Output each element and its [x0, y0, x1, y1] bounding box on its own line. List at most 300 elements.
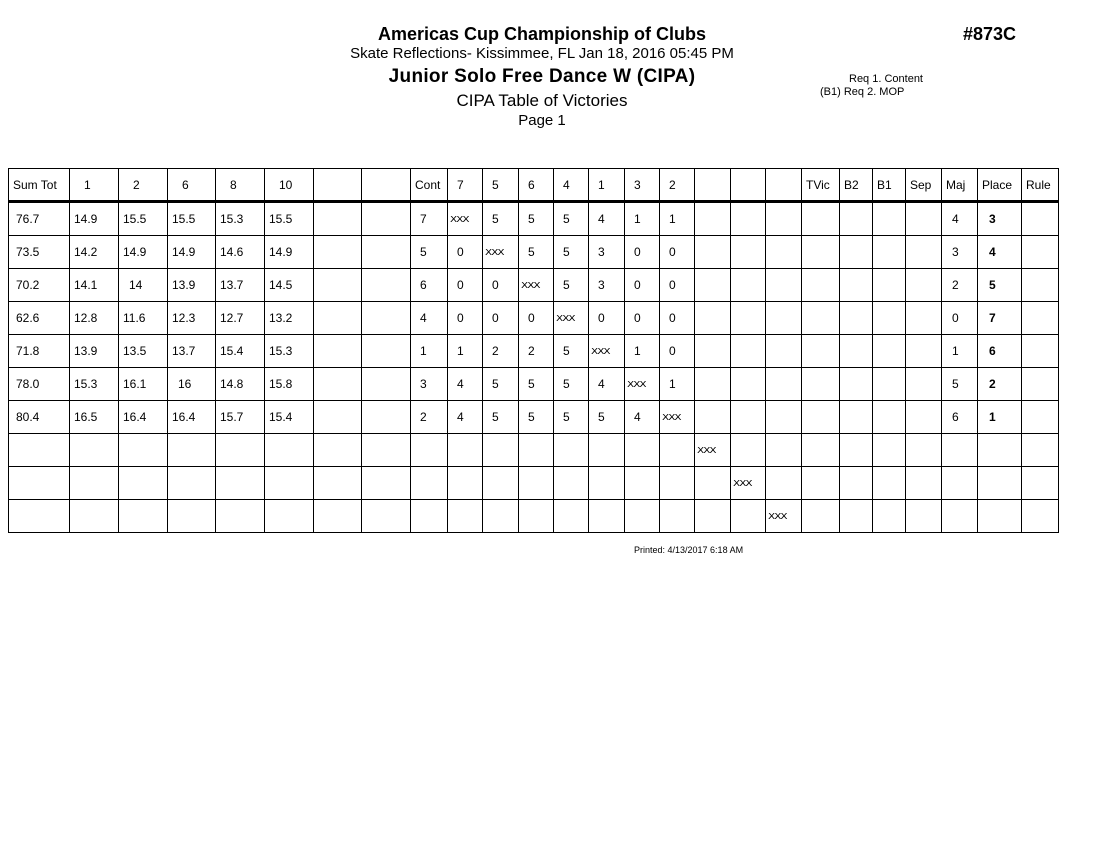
table-cell: [802, 467, 840, 500]
table-cell: [70, 467, 119, 500]
table-cell: [168, 500, 216, 533]
table-cell: 13.5: [119, 335, 168, 368]
table-cell: 5: [942, 368, 978, 401]
table-cell: [1022, 434, 1059, 467]
table-cell: 16.4: [168, 401, 216, 434]
place-cell: [978, 467, 1022, 500]
table-cell: 13.9: [168, 269, 216, 302]
table-cell: [1022, 269, 1059, 302]
table-cell: [906, 434, 942, 467]
column-header: 2: [660, 169, 695, 202]
table-cell: [695, 335, 731, 368]
sum-total-cell: 80.4: [9, 401, 70, 434]
table-cell: 1: [411, 335, 448, 368]
table-cell: [906, 302, 942, 335]
table-cell: [554, 434, 589, 467]
competition-title: Americas Cup Championship of Clubs: [377, 24, 707, 44]
column-header: [766, 169, 802, 202]
table-cell: 4: [589, 202, 625, 236]
table-cell: 0: [660, 335, 695, 368]
table-cell: [660, 467, 695, 500]
self-comparison-cell: [483, 236, 519, 269]
table-cell: 0: [589, 302, 625, 335]
table-cell: [942, 434, 978, 467]
sum-total-cell: 76.7: [9, 202, 70, 236]
table-cell: 6: [411, 269, 448, 302]
table-cell: [840, 434, 873, 467]
table-cell: [448, 467, 483, 500]
table-cell: 15.5: [265, 202, 314, 236]
sum-total-cell: 70.2: [9, 269, 70, 302]
table-cell: 5: [411, 236, 448, 269]
table-cell: [625, 467, 660, 500]
table-cell: [362, 269, 411, 302]
table-cell: 15.3: [265, 335, 314, 368]
table-cell: [873, 302, 906, 335]
table-cell: 1: [660, 202, 695, 236]
table-cell: [766, 202, 802, 236]
table-cell: [314, 335, 362, 368]
table-cell: [660, 500, 695, 533]
table-cell: [802, 236, 840, 269]
table-cell: [873, 368, 906, 401]
table-cell: 5: [519, 202, 554, 236]
table-cell: 5: [554, 335, 589, 368]
table-cell: 0: [625, 302, 660, 335]
table-cell: [168, 467, 216, 500]
table-cell: [314, 236, 362, 269]
venue-date-line: Skate Reflections- Kissimmee, FL Jan 18, 2016 05:45 PM: [350, 45, 734, 62]
table-cell: 0: [448, 269, 483, 302]
place-cell: 1: [978, 401, 1022, 434]
table-cell: [695, 500, 731, 533]
table-cell: 3: [942, 236, 978, 269]
table-cell: [695, 202, 731, 236]
column-header: B1: [873, 169, 906, 202]
table-cell: [216, 467, 265, 500]
table-cell: [1022, 467, 1059, 500]
table-cell: [70, 500, 119, 533]
place-cell: [978, 434, 1022, 467]
table-cell: 14.8: [216, 368, 265, 401]
table-cell: [411, 434, 448, 467]
table-cell: [483, 467, 519, 500]
table-cell: [906, 500, 942, 533]
requirements-legend: [820, 73, 923, 99]
table-cell: 7: [411, 202, 448, 236]
table-cell: 5: [519, 401, 554, 434]
self-comparison-mark: XXX: [662, 412, 681, 423]
table-cell: [362, 467, 411, 500]
table-cell: 1: [448, 335, 483, 368]
table-cell: [766, 302, 802, 335]
table-cell: [362, 500, 411, 533]
table-cell: [216, 434, 265, 467]
table-cell: 0: [660, 269, 695, 302]
table-cell: [362, 368, 411, 401]
table-cell: [362, 236, 411, 269]
table-cell: [1022, 335, 1059, 368]
table-cell: [873, 335, 906, 368]
table-cell: [766, 401, 802, 434]
table-cell: [314, 269, 362, 302]
table-cell: 1: [660, 368, 695, 401]
column-header: 6: [519, 169, 554, 202]
self-comparison-cell: [519, 269, 554, 302]
table-cell: [840, 236, 873, 269]
table-cell: [731, 401, 766, 434]
table-cell: 5: [483, 202, 519, 236]
column-header: 5: [483, 169, 519, 202]
table-cell: [362, 401, 411, 434]
table-cell: [731, 236, 766, 269]
table-cell: [314, 401, 362, 434]
table-cell: 15.3: [216, 202, 265, 236]
table-cell: 0: [625, 269, 660, 302]
sum-total-cell: [9, 434, 70, 467]
table-row: [9, 335, 1059, 368]
table-cell: [483, 434, 519, 467]
table-cell: 14.9: [70, 202, 119, 236]
table-cell: [802, 202, 840, 236]
table-cell: 14.6: [216, 236, 265, 269]
column-header: 3: [625, 169, 660, 202]
self-comparison-cell: [625, 368, 660, 401]
table-cell: 3: [589, 236, 625, 269]
column-header: Sep: [906, 169, 942, 202]
table-cell: 2: [942, 269, 978, 302]
table-row: [9, 434, 1059, 467]
table-cell: 5: [554, 236, 589, 269]
table-row: [9, 368, 1059, 401]
table-cell: [873, 434, 906, 467]
table-cell: [362, 434, 411, 467]
column-header: [314, 169, 362, 202]
table-cell: 15.4: [216, 335, 265, 368]
table-cell: [625, 500, 660, 533]
table-cell: 15.8: [265, 368, 314, 401]
place-cell: [978, 500, 1022, 533]
header-row: [9, 169, 1059, 202]
table-cell: [448, 434, 483, 467]
table-cell: [119, 467, 168, 500]
table-cell: [731, 269, 766, 302]
table-cell: 4: [625, 401, 660, 434]
column-header: 4: [554, 169, 589, 202]
table-cell: 5: [554, 368, 589, 401]
column-header: Place: [978, 169, 1022, 202]
self-comparison-mark: XXX: [627, 379, 646, 390]
table-cell: [265, 467, 314, 500]
sum-total-cell: 62.6: [9, 302, 70, 335]
table-cell: [731, 434, 766, 467]
table-cell: [906, 202, 942, 236]
table-cell: [840, 500, 873, 533]
self-comparison-cell: [448, 202, 483, 236]
table-cell: [802, 500, 840, 533]
table-cell: 15.4: [265, 401, 314, 434]
table-cell: [840, 202, 873, 236]
table-cell: [873, 401, 906, 434]
sum-total-cell: [9, 500, 70, 533]
table-cell: 14.9: [168, 236, 216, 269]
table-cell: 3: [411, 368, 448, 401]
table-cell: [840, 269, 873, 302]
sum-total-cell: 73.5: [9, 236, 70, 269]
table-cell: 12.8: [70, 302, 119, 335]
table-cell: [70, 434, 119, 467]
table-cell: 1: [625, 335, 660, 368]
self-comparison-cell: [695, 434, 731, 467]
self-comparison-mark: XXX: [591, 346, 610, 357]
table-cell: 2: [411, 401, 448, 434]
table-cell: 0: [448, 236, 483, 269]
table-cell: [766, 335, 802, 368]
self-comparison-mark: XXX: [450, 214, 469, 225]
table-cell: [411, 467, 448, 500]
table-cell: 5: [589, 401, 625, 434]
page-number: Page 1: [518, 112, 566, 129]
table-cell: 0: [942, 302, 978, 335]
table-cell: [873, 202, 906, 236]
table-cell: [695, 236, 731, 269]
victories-table: [8, 168, 1059, 533]
table-cell: [906, 401, 942, 434]
table-cell: [119, 434, 168, 467]
table-cell: 12.7: [216, 302, 265, 335]
table-row: [9, 236, 1059, 269]
table-cell: 5: [554, 401, 589, 434]
table-row: [9, 302, 1059, 335]
event-title: Junior Solo Free Dance W (CIPA): [388, 66, 696, 87]
column-header: 1: [70, 169, 119, 202]
table-cell: 14.9: [119, 236, 168, 269]
table-cell: [168, 434, 216, 467]
column-header: Sum Tot: [9, 169, 70, 202]
table-cell: [1022, 236, 1059, 269]
table-cell: 4: [942, 202, 978, 236]
table-cell: 14: [119, 269, 168, 302]
table-cell: [802, 401, 840, 434]
sum-total-cell: 78.0: [9, 368, 70, 401]
table-cell: 0: [448, 302, 483, 335]
place-cell: 7: [978, 302, 1022, 335]
table-cell: [766, 269, 802, 302]
self-comparison-mark: XXX: [556, 313, 575, 324]
table-cell: 0: [660, 236, 695, 269]
table-cell: [731, 302, 766, 335]
column-header: 2: [119, 169, 168, 202]
table-cell: 2: [483, 335, 519, 368]
table-cell: [731, 202, 766, 236]
table-cell: 5: [554, 202, 589, 236]
table-cell: 14.1: [70, 269, 119, 302]
table-cell: 0: [483, 269, 519, 302]
table-cell: [554, 467, 589, 500]
sum-total-cell: [9, 467, 70, 500]
table-cell: 16: [168, 368, 216, 401]
event-number: #873C: [963, 24, 1017, 44]
column-header: [731, 169, 766, 202]
table-cell: [906, 368, 942, 401]
table-cell: 16.1: [119, 368, 168, 401]
table-cell: 16.5: [70, 401, 119, 434]
table-cell: [314, 302, 362, 335]
table-cell: [554, 500, 589, 533]
table-cell: [731, 335, 766, 368]
table-cell: [802, 434, 840, 467]
column-header: B2: [840, 169, 873, 202]
table-cell: [589, 467, 625, 500]
table-cell: [695, 302, 731, 335]
self-comparison-cell: [731, 467, 766, 500]
table-row: [9, 202, 1059, 236]
table-cell: [314, 434, 362, 467]
self-comparison-cell: [660, 401, 695, 434]
table-cell: 13.7: [168, 335, 216, 368]
self-comparison-cell: [554, 302, 589, 335]
table-cell: [906, 236, 942, 269]
table-cell: 13.2: [265, 302, 314, 335]
table-cell: [802, 335, 840, 368]
table-cell: 16.4: [119, 401, 168, 434]
table-cell: 15.5: [119, 202, 168, 236]
table-cell: [660, 434, 695, 467]
table-cell: 13.9: [70, 335, 119, 368]
table-cell: [873, 500, 906, 533]
table-cell: [589, 500, 625, 533]
table-cell: 2: [519, 335, 554, 368]
table-cell: [906, 467, 942, 500]
table-cell: [802, 368, 840, 401]
table-cell: [695, 401, 731, 434]
table-cell: [519, 500, 554, 533]
table-row: [9, 401, 1059, 434]
place-cell: 2: [978, 368, 1022, 401]
table-cell: [362, 302, 411, 335]
column-header: [695, 169, 731, 202]
table-cell: [362, 335, 411, 368]
table-cell: 15.5: [168, 202, 216, 236]
table-cell: 5: [519, 368, 554, 401]
table-cell: 11.6: [119, 302, 168, 335]
table-cell: [1022, 500, 1059, 533]
report-subtitle: CIPA Table of Victories: [456, 91, 628, 110]
table-cell: [519, 434, 554, 467]
column-header: Rule: [1022, 169, 1059, 202]
table-row: [9, 467, 1059, 500]
table-cell: 6: [942, 401, 978, 434]
table-cell: 0: [660, 302, 695, 335]
table-cell: [802, 269, 840, 302]
self-comparison-mark: XXX: [768, 511, 787, 522]
table-cell: [589, 434, 625, 467]
table-cell: [216, 500, 265, 533]
column-header: TVic: [802, 169, 840, 202]
table-cell: [942, 467, 978, 500]
table-cell: [766, 467, 802, 500]
table-cell: [906, 335, 942, 368]
self-comparison-cell: [766, 500, 802, 533]
table-cell: 4: [411, 302, 448, 335]
table-cell: 4: [589, 368, 625, 401]
table-cell: 5: [554, 269, 589, 302]
table-row: [9, 269, 1059, 302]
table-cell: [873, 467, 906, 500]
table-row: [9, 500, 1059, 533]
table-cell: [519, 467, 554, 500]
table-cell: [766, 434, 802, 467]
sum-total-cell: 71.8: [9, 335, 70, 368]
table-cell: 0: [483, 302, 519, 335]
table-cell: [314, 202, 362, 236]
table-cell: 1: [625, 202, 660, 236]
table-cell: [483, 500, 519, 533]
table-cell: 12.3: [168, 302, 216, 335]
table-cell: [873, 236, 906, 269]
table-cell: [840, 302, 873, 335]
table-cell: [265, 434, 314, 467]
table-cell: 14.9: [265, 236, 314, 269]
column-header: Maj: [942, 169, 978, 202]
table-cell: 15.7: [216, 401, 265, 434]
table-cell: [1022, 302, 1059, 335]
column-header: Cont: [411, 169, 448, 202]
table-cell: [731, 500, 766, 533]
table-cell: [625, 434, 660, 467]
column-header: 10: [265, 169, 314, 202]
table-cell: 5: [519, 236, 554, 269]
table-cell: 3: [589, 269, 625, 302]
table-cell: [802, 302, 840, 335]
table-cell: [766, 236, 802, 269]
table-cell: [840, 368, 873, 401]
place-cell: 6: [978, 335, 1022, 368]
column-header: 6: [168, 169, 216, 202]
column-header: [362, 169, 411, 202]
place-cell: 4: [978, 236, 1022, 269]
table-cell: [1022, 368, 1059, 401]
column-header: 1: [589, 169, 625, 202]
table-cell: [1022, 401, 1059, 434]
table-cell: [942, 500, 978, 533]
requirement-2: (B1) Req 2. MOP: [820, 86, 905, 98]
table-cell: 14.2: [70, 236, 119, 269]
table-cell: [265, 500, 314, 533]
table-cell: 14.5: [265, 269, 314, 302]
self-comparison-mark: XXX: [733, 478, 752, 489]
place-cell: 3: [978, 202, 1022, 236]
self-comparison-cell: [589, 335, 625, 368]
table-cell: 4: [448, 368, 483, 401]
column-header: 8: [216, 169, 265, 202]
table-cell: [119, 500, 168, 533]
table-cell: 0: [519, 302, 554, 335]
printed-timestamp: Printed: 4/13/2017 6:18 AM: [634, 545, 744, 555]
table-cell: [766, 368, 802, 401]
table-cell: [840, 467, 873, 500]
table-cell: [1022, 202, 1059, 236]
table-cell: 13.7: [216, 269, 265, 302]
table-cell: 1: [942, 335, 978, 368]
table-cell: [695, 368, 731, 401]
table-cell: 0: [625, 236, 660, 269]
place-cell: 5: [978, 269, 1022, 302]
self-comparison-mark: XXX: [485, 247, 504, 258]
table-cell: 4: [448, 401, 483, 434]
column-header: 7: [448, 169, 483, 202]
requirement-1: Req 1. Content: [849, 73, 923, 85]
